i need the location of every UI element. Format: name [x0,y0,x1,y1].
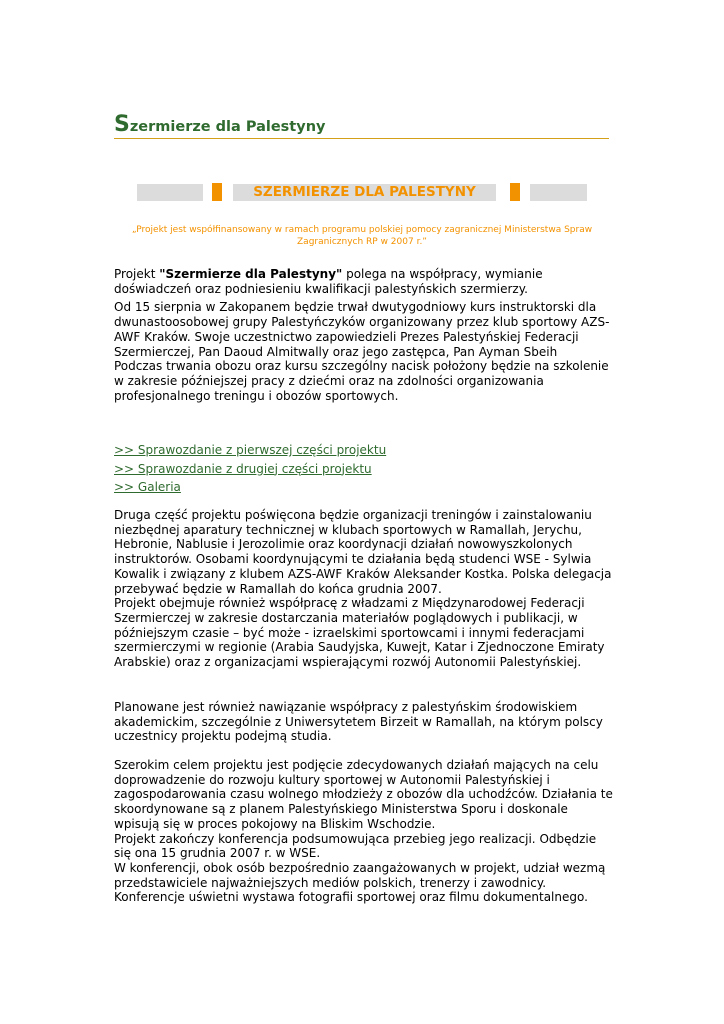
second-part-section [114,508,614,670]
academic-section [114,700,614,744]
participants-paragraph: W konferencji, obok osób bezpośrednio zaangażowanych w projekt, udział wezmą przedstawiciele najważniejszych mediów polskich, trenerzy i zawodnicy. Konferencje uświetni wystawa fotografii sportowej oraz filmu dokumentalnego. [114,860,606,905]
goal-section [114,758,614,905]
page-title-initial: S [114,112,130,137]
link-second-report[interactable]: >> Sprawozdanie z drugiej części projektu [114,461,372,476]
academic-paragraph: Planowane jest również nawiązanie współpracy z palestyńskim środowiskiem akademickim, szczególnie z Uniwersytetem Birzeit w Ramallah, na którym polscy uczestnicy projektu podejmą studia. [114,700,603,744]
camp-paragraph: Podczas trwania obozu oraz kursu szczególny nacisk położony będzie na szkolenie w zakresie późniejszej pracy z dziećmi oraz na zdolności organizowania profesjonalnego treningu i obozów sportowych. [114,359,609,403]
title-banner [137,183,587,201]
second-part-paragraph: Druga część projektu poświęcona będzie organizacji treningów i zainstalowaniu niezbędnej aparatury technicznej w klubach sportowych w Ramallah, Jerychu, Hebronie, Nablusie i Jerozolimie oraz koordynacji działań nowowyszkolonych instruktorów. Osobami koordynującymi te działania będą studenci WSE - Sylwia Kowalik i związany z klubem AZS-AWF Kraków Aleksander Kostka. Polska delegacja przebywać będzie w Ramallah do końca grudnia 2007. [114,508,612,596]
intro-section [114,267,614,403]
banner-title: SZERMIERZE DLA PALESTYNY [233,184,496,201]
goal-paragraph: Szerokim celem projektu jest podjęcie zdecydowanych działań mających na celu doprowadzenie do rozwoju kultury sportowej w Autonomii Palestyńskiej i zagospodarowania czasu wolnego młodzieży z obozów dla uchodźców. Działania te skoordynowane są z planem Palestyńskiego Ministerstwa Sporu i doskonale wpisują się w proces pokojowy na Bliskim Wschodzie. [114,758,613,831]
page-title-text: zermierze dla Palestyny [129,119,326,135]
banner-right-marker [510,183,520,201]
banner-left-bar [137,184,203,201]
report-links [114,441,614,497]
funding-note: „Projekt jest współfinansowany w ramach programu polskiej pomocy zagranicznej Ministerstwa Spraw Zagranicznych RP w 2007 r.” [131,225,593,247]
intro-paragraph [114,267,614,296]
intro-rest: polega na współpracy, wymianie doświadczeń oraz podniesieniu kwalifikacji palestyńskich szermierzy. [114,267,543,296]
intro-lead: Projekt [114,267,160,281]
link-gallery[interactable]: >> Galeria [114,480,181,494]
link-first-report[interactable]: >> Sprawozdanie z pierwszej części projektu [114,443,387,457]
banner-right-bar [530,184,587,201]
course-paragraph: Od 15 sierpnia w Zakopanem będzie trwał dwutygodniowy kurs instruktorski dla dwunastoosobowej grupy Palestyńczyków organizowany przez klub sportowy AZS-AWF Kraków. Swoje uczestnictwo zapowiedzieli Prezes Palestyńskiej Federacji Szermierczej, Pan Daoud Almitwally oraz jego zastępca, Pan Ayman Sbeih [114,300,610,359]
cooperation-paragraph: Projekt obejmuje również współpracę z władzami z Międzynarodowej Federacji Szermierczej w zakresie dostarczania materiałów poglądowych i publikacji, w późniejszym czasie – być może - izraelskimi sportowcami i innymi federacjami szermierczymi w regionie (Arabia Saudyjska, Kuwejt, Katar i Zjednoczone Emiraty Arabskie) oraz z organizacjami wspierającymi rozwój Autonomii Palestyńskiej. [114,596,605,670]
project-name: "Szermierze dla Palestyny" [159,267,343,281]
conference-paragraph: Projekt zakończy konferencja podsumowująca przebieg jego realizacji. Odbędzie się ona 15 grudnia 2007 r. w WSE. [114,831,597,861]
page-title [114,114,609,139]
banner-left-marker [212,183,222,201]
